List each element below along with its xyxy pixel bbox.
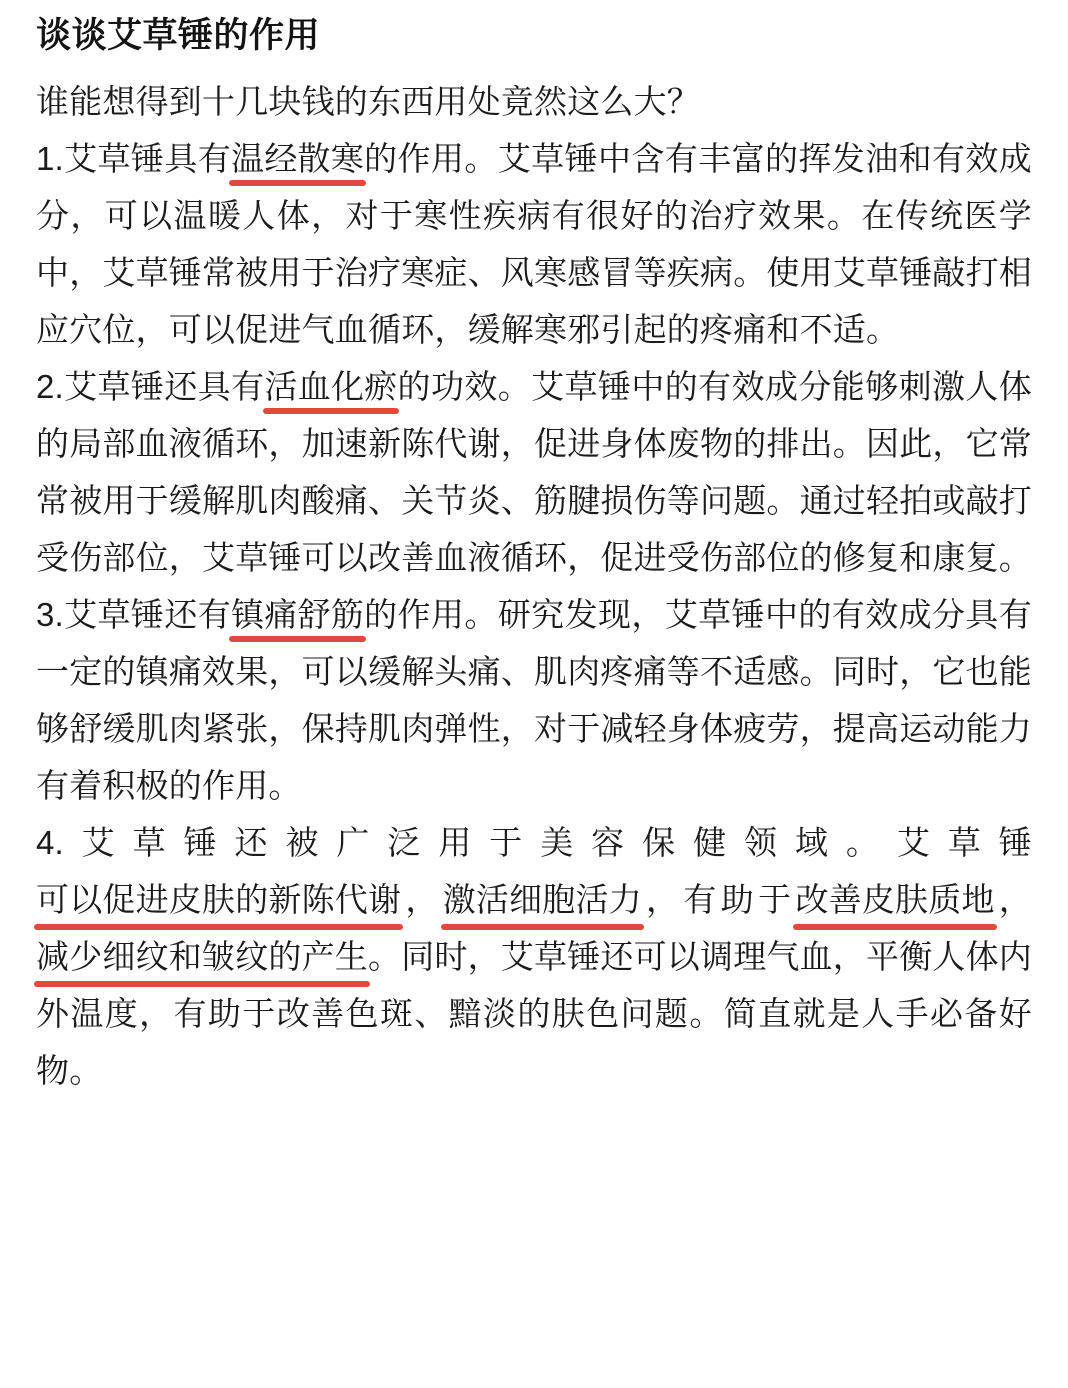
text-segment: ， <box>401 881 443 919</box>
highlighted-phrase: 激活细胞活力 <box>443 871 642 928</box>
highlighted-phrase: 温经散寒 <box>231 130 364 187</box>
text-segment: ，有助于 <box>641 881 796 919</box>
text-segment: 2.艾草锤还具有 <box>36 368 265 406</box>
paragraph-1 <box>36 130 1032 358</box>
lead-paragraph <box>36 73 1032 130</box>
paragraph-4 <box>36 814 1032 1099</box>
text-segment: 的作用。艾草锤中含有丰富的挥发油和有效成分，可以温暖人体，对于寒性疾病有很好的治疗效果。在传统医学中，艾草锤常被用于治疗寒症、风寒感冒等疾病。使用艾草锤敲打相应穴位，可以促进气血循环，缓解寒邪引起的疼痛和不适。 <box>36 140 1033 349</box>
text-segment: 3.艾草锤还有 <box>36 596 232 634</box>
text-segment: 1.艾草锤具有 <box>36 140 232 178</box>
paragraph-2 <box>36 358 1032 586</box>
text-segment: 4.艾草锤还被广泛用于美容保健领域。艾草锤 <box>36 824 1032 862</box>
paragraph-3 <box>36 586 1032 814</box>
page-title: 谈谈艾草锤的作用 <box>36 16 321 55</box>
lead-text: 谁能想得到十几块钱的东西用处竟然这么大？ <box>36 83 700 121</box>
highlighted-phrase: 减少细纹和皱纹的产生 <box>36 928 368 985</box>
document-body <box>36 73 1032 1099</box>
highlighted-phrase: 活血化瘀 <box>265 358 398 415</box>
text-segment: 的功效。艾草锤中的有效成分能够刺激人体的局部血液循环，加速新陈代谢，促进身体废物的排出。因此，它常常被用于缓解肌肉酸痛、关节炎、筋腱损伤等问题。通过轻拍或敲打受伤部位，艾草锤可以改善血液循环，促进受伤部位的修复和康复。 <box>36 368 1032 577</box>
text-segment: ， <box>994 881 1033 919</box>
text-segment: 的作用。研究发现，艾草锤中的有效成分具有一定的镇痛效果，可以缓解头痛、肌肉疼痛等不适感。同时，它也能够舒缓肌肉紧张，保持肌肉弹性，对于减轻身体疲劳，提高运动能力有着积极的作用。 <box>36 596 1033 805</box>
highlighted-phrase: 可以促进皮肤的新陈代谢 <box>36 871 401 928</box>
highlighted-phrase: 改善皮肤质地 <box>795 871 994 928</box>
text-segment: 。同时，艾草锤还可以调理气血，平衡人体内外温度，有助于改善色斑、黯淡的肤色问题。简直就是人手必备好物。 <box>36 938 1032 1090</box>
highlighted-phrase: 镇痛舒筋 <box>231 586 364 643</box>
